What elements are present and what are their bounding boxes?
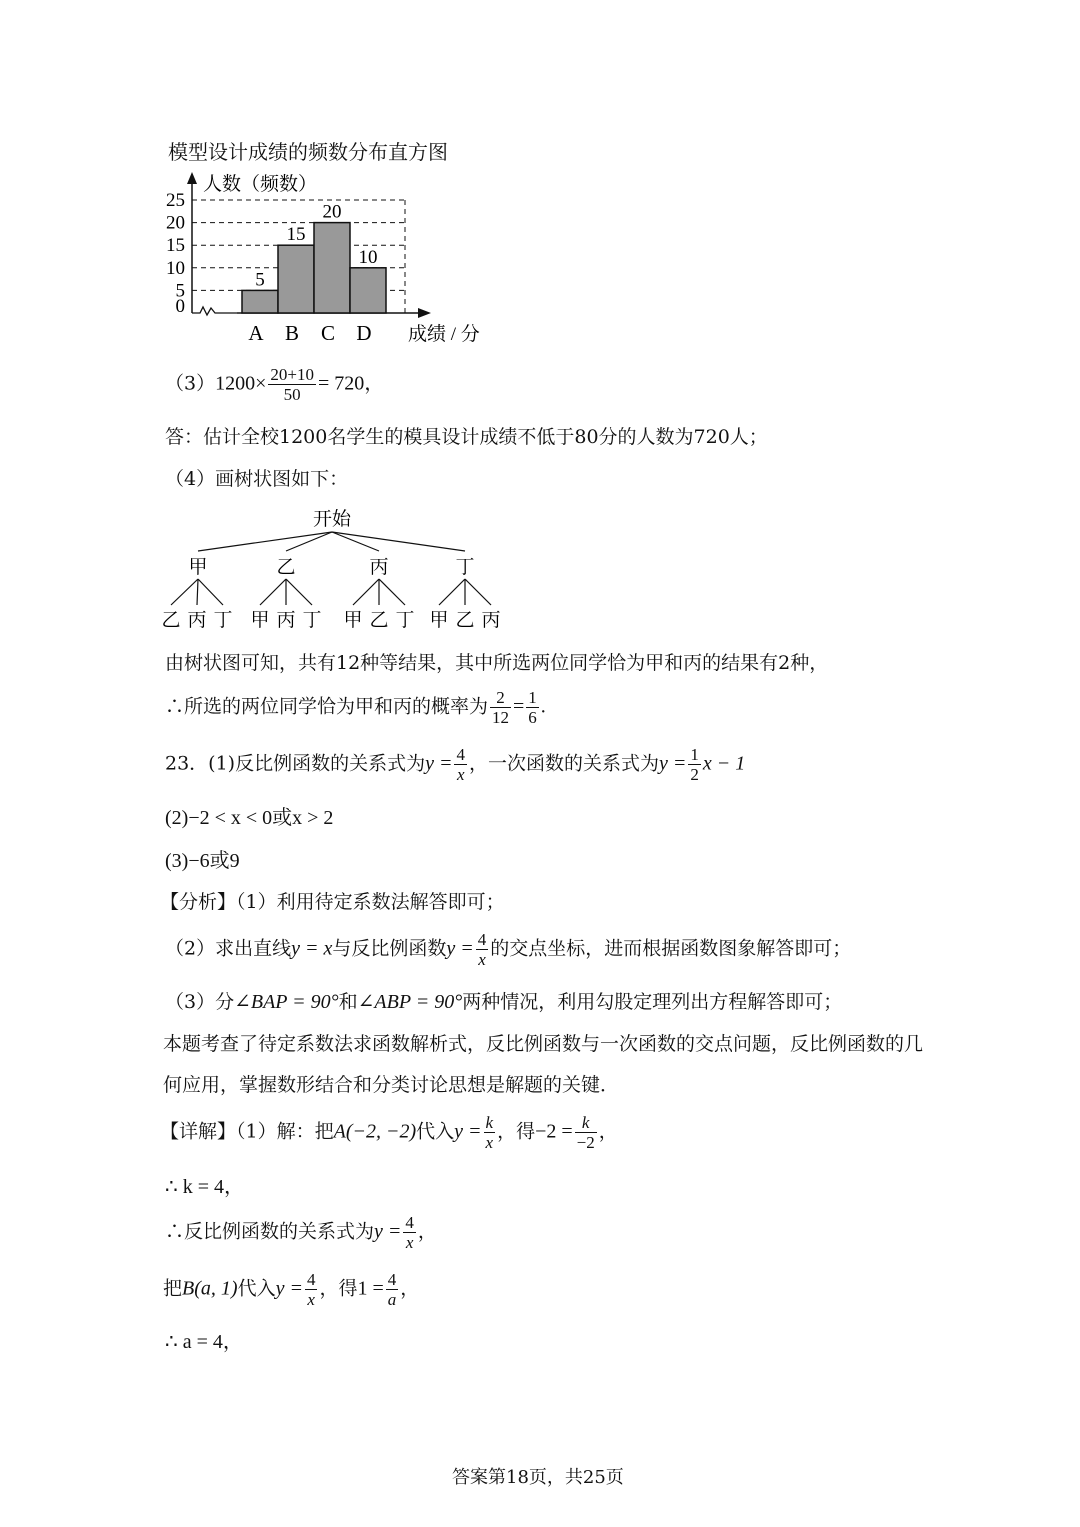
- part3-expr-b: = 720，: [317, 372, 385, 395]
- analysis-2: [165, 930, 851, 969]
- tree-level2-node: 丙: [187, 610, 207, 631]
- tree-branch: [379, 579, 405, 605]
- tree-level2-node: 甲: [343, 610, 363, 631]
- q23-a1-den2: 2: [690, 765, 699, 784]
- part3-label: （3）: [165, 372, 216, 395]
- b-e: 1 =: [357, 1277, 384, 1300]
- tree-level2-node: 丁: [302, 610, 322, 631]
- x-category-label: A: [248, 321, 264, 345]
- histogram-chart: [155, 170, 675, 345]
- y-tick-label: 20: [166, 212, 185, 234]
- detail-1e: −2 =: [535, 1120, 573, 1143]
- q23-answer-3: (3)−6或9: [165, 850, 240, 872]
- q23-a1-num2: 1: [690, 745, 699, 764]
- bar-value-label: 10: [358, 246, 378, 268]
- histogram-bar: [350, 268, 386, 313]
- analysis-2b: y = x: [291, 937, 333, 960]
- b-frac2: [386, 1270, 399, 1309]
- detail-1: [160, 1113, 618, 1152]
- chart-title: 模型设计成绩的频数分布直方图: [168, 140, 448, 164]
- page-footer: 答案第18页，共25页: [452, 1467, 624, 1488]
- tree-level2-node: 丁: [213, 610, 233, 631]
- y-tick-label: 0: [175, 296, 185, 317]
- tree-branch: [198, 532, 332, 551]
- tree-branch: [286, 579, 312, 605]
- tree-level2-node: 丙: [276, 610, 296, 631]
- analysis-1-text: （1）利用待定系数法解答即可；: [236, 891, 505, 913]
- rel-frac: [403, 1213, 416, 1252]
- analysis-3e: 两种情况，利用勾股定理列出方程解答即可；: [462, 991, 843, 1013]
- part4-label: （4）画树状图如下：: [165, 468, 349, 490]
- detail-1f: ，: [598, 1120, 618, 1143]
- b-b: B(a, 1): [182, 1277, 238, 1300]
- b-line: [163, 1270, 419, 1309]
- detail-1a: （1）解：把: [236, 1120, 334, 1143]
- part3-num: 20+10: [270, 365, 314, 384]
- q23-a1-den: x: [456, 765, 465, 784]
- a-line: ∴ a = 4，: [165, 1331, 243, 1353]
- tree-diagram: [155, 505, 515, 635]
- detail-1-frac2: [575, 1113, 597, 1152]
- q23-a1-y2: y =: [658, 752, 687, 775]
- detail-1-num: k: [485, 1113, 494, 1132]
- analysis-3b: ∠BAP = 90°: [234, 991, 339, 1013]
- summary-line-1: 本题考查了待定系数法求函数解析式，反比例函数与一次函数的交点问题，反比例函数的几: [163, 1033, 924, 1055]
- tree-level1-node: 乙: [276, 557, 296, 578]
- bar-value-label: 15: [286, 224, 306, 246]
- tree-branch: [171, 579, 198, 605]
- analysis-3: [165, 990, 842, 1014]
- analysis-1: [160, 890, 505, 914]
- y-tick-label: 5: [175, 280, 185, 302]
- histogram-bar: [278, 245, 314, 313]
- y-tick-label: 10: [166, 257, 185, 279]
- q23-answer-1: [165, 745, 745, 784]
- b-num2: 4: [387, 1270, 397, 1289]
- summary-line-2: 何应用，掌握数形结合和分类讨论思想是解题的关键．: [163, 1074, 620, 1096]
- bar-value-label: 20: [322, 201, 342, 223]
- q23-a1-frac2: [688, 745, 701, 784]
- tree-level2-node: 乙: [161, 610, 181, 631]
- part3-answer: 答：估计全校1200名学生的模具设计成绩不低于80分的人数为720人；: [165, 426, 768, 448]
- y-tick-label: 15: [166, 235, 185, 257]
- y-axis-arrow: [187, 172, 197, 184]
- b-a: 把: [163, 1277, 183, 1300]
- f2-den: 6: [528, 708, 537, 727]
- b-den: x: [307, 1290, 315, 1309]
- f2-num: 1: [528, 688, 537, 707]
- analysis-2-den: x: [478, 950, 486, 969]
- x-axis-break: [192, 307, 237, 315]
- tree-branch: [332, 532, 465, 551]
- detail-1b: A(−2, −2): [333, 1120, 417, 1143]
- prob-fraction-1: [490, 688, 511, 727]
- x-category-label: C: [320, 321, 336, 345]
- prob-fraction-2: [526, 688, 539, 727]
- tree-branch: [353, 579, 379, 605]
- tree-branch: [465, 579, 491, 605]
- b-y: y =: [275, 1277, 303, 1300]
- analysis-tag: 【分析】: [160, 891, 237, 913]
- tree-branch: [439, 579, 465, 605]
- rel-den: x: [405, 1233, 414, 1252]
- tree-branch: [260, 579, 286, 605]
- q23-a1-num: 4: [456, 745, 465, 764]
- tree-root: 开始: [312, 509, 352, 530]
- analysis-2d: 的交点坐标，进而根据函数图象解答即可；: [490, 937, 852, 960]
- tree-level2-node: 丙: [481, 610, 501, 631]
- b-c: 代入: [237, 1277, 276, 1300]
- analysis-2-frac: [476, 930, 489, 969]
- detail-1-den: x: [485, 1133, 494, 1152]
- tree-level2-node: 甲: [250, 610, 270, 631]
- detail-tag: 【详解】: [160, 1120, 237, 1143]
- period: .: [540, 695, 546, 718]
- tree-branch: [197, 579, 198, 605]
- analysis-2c: 与反比例函数: [332, 937, 447, 960]
- b-frac: [305, 1270, 318, 1309]
- part4-line2-text: ∴所选的两位同学恰为甲和丙的概率为: [165, 695, 489, 718]
- rel-num: 4: [405, 1213, 414, 1232]
- f1-den: 12: [492, 708, 510, 727]
- b-f: ，: [400, 1277, 420, 1300]
- rel-end: ，: [417, 1220, 437, 1243]
- part4-line2: [165, 688, 546, 727]
- rel-y: y =: [374, 1220, 402, 1243]
- q23-a1-pre: 23．(1)反比例函数的关系式为: [165, 752, 426, 775]
- tree-level2-node: 丁: [395, 610, 415, 631]
- y-tick-label: 25: [166, 190, 185, 211]
- x-category-label: D: [356, 321, 372, 345]
- part3-fraction: [268, 365, 316, 404]
- rel-text: ∴反比例函数的关系式为: [165, 1220, 375, 1243]
- tree-level2-node: 乙: [455, 610, 475, 631]
- eq-sign: =: [513, 695, 525, 718]
- f1-num: 2: [490, 688, 511, 708]
- tree-level1-node: 丁: [455, 557, 475, 578]
- tree-level2-node: 乙: [369, 610, 389, 631]
- tree-level1-node: 丙: [369, 557, 389, 578]
- x-axis-arrow: [418, 308, 431, 318]
- x-category-label: B: [284, 321, 300, 345]
- part3-den: 50: [283, 385, 301, 404]
- detail-1y: y =: [454, 1120, 482, 1143]
- tree-level1-node: 甲: [188, 557, 208, 578]
- q23-a1-tail: x − 1: [702, 752, 746, 775]
- relation-line: [165, 1213, 437, 1252]
- histogram-bar: [242, 290, 278, 313]
- k-line: ∴ k = 4，: [165, 1176, 245, 1198]
- y-axis-label: 人数（频数）: [203, 174, 318, 195]
- part4-line1: 由树状图可知，共有12种等结果，其中所选两位同学恰为甲和丙的结果有2种，: [165, 652, 829, 674]
- detail-1-den2: −2: [576, 1133, 595, 1152]
- histogram-bar: [314, 223, 350, 313]
- analysis-2y: y =: [446, 937, 474, 960]
- x-axis-label: 成绩 / 分: [408, 324, 480, 345]
- detail-1d: ，得: [497, 1120, 536, 1143]
- analysis-3c: 和: [338, 991, 358, 1013]
- q23-a1-mid: ，一次函数的关系式为: [468, 752, 659, 775]
- detail-1c: 代入: [416, 1120, 455, 1143]
- analysis-3d: ∠ABP = 90°: [357, 991, 463, 1013]
- q23-answer-2: (2)−2 < x < 0或x > 2: [165, 807, 334, 829]
- b-d: ，得: [319, 1277, 358, 1300]
- tree-branch: [198, 579, 223, 605]
- tree-level2-node: 甲: [429, 610, 449, 631]
- b-den2: a: [387, 1290, 397, 1309]
- part3-expr-a: 1200×: [215, 372, 267, 395]
- q23-a1-y: y =: [425, 752, 453, 775]
- detail-1-frac: [484, 1113, 496, 1152]
- analysis-3a: （3）分: [165, 991, 235, 1013]
- part3-line: [165, 365, 384, 404]
- q23-a1-frac: [454, 745, 467, 784]
- analysis-2-num: 4: [477, 930, 487, 949]
- analysis-2a: （2）求出直线: [165, 937, 292, 960]
- detail-1-num2: k: [575, 1113, 597, 1133]
- bar-value-label: 5: [255, 269, 265, 291]
- b-num: 4: [306, 1270, 316, 1289]
